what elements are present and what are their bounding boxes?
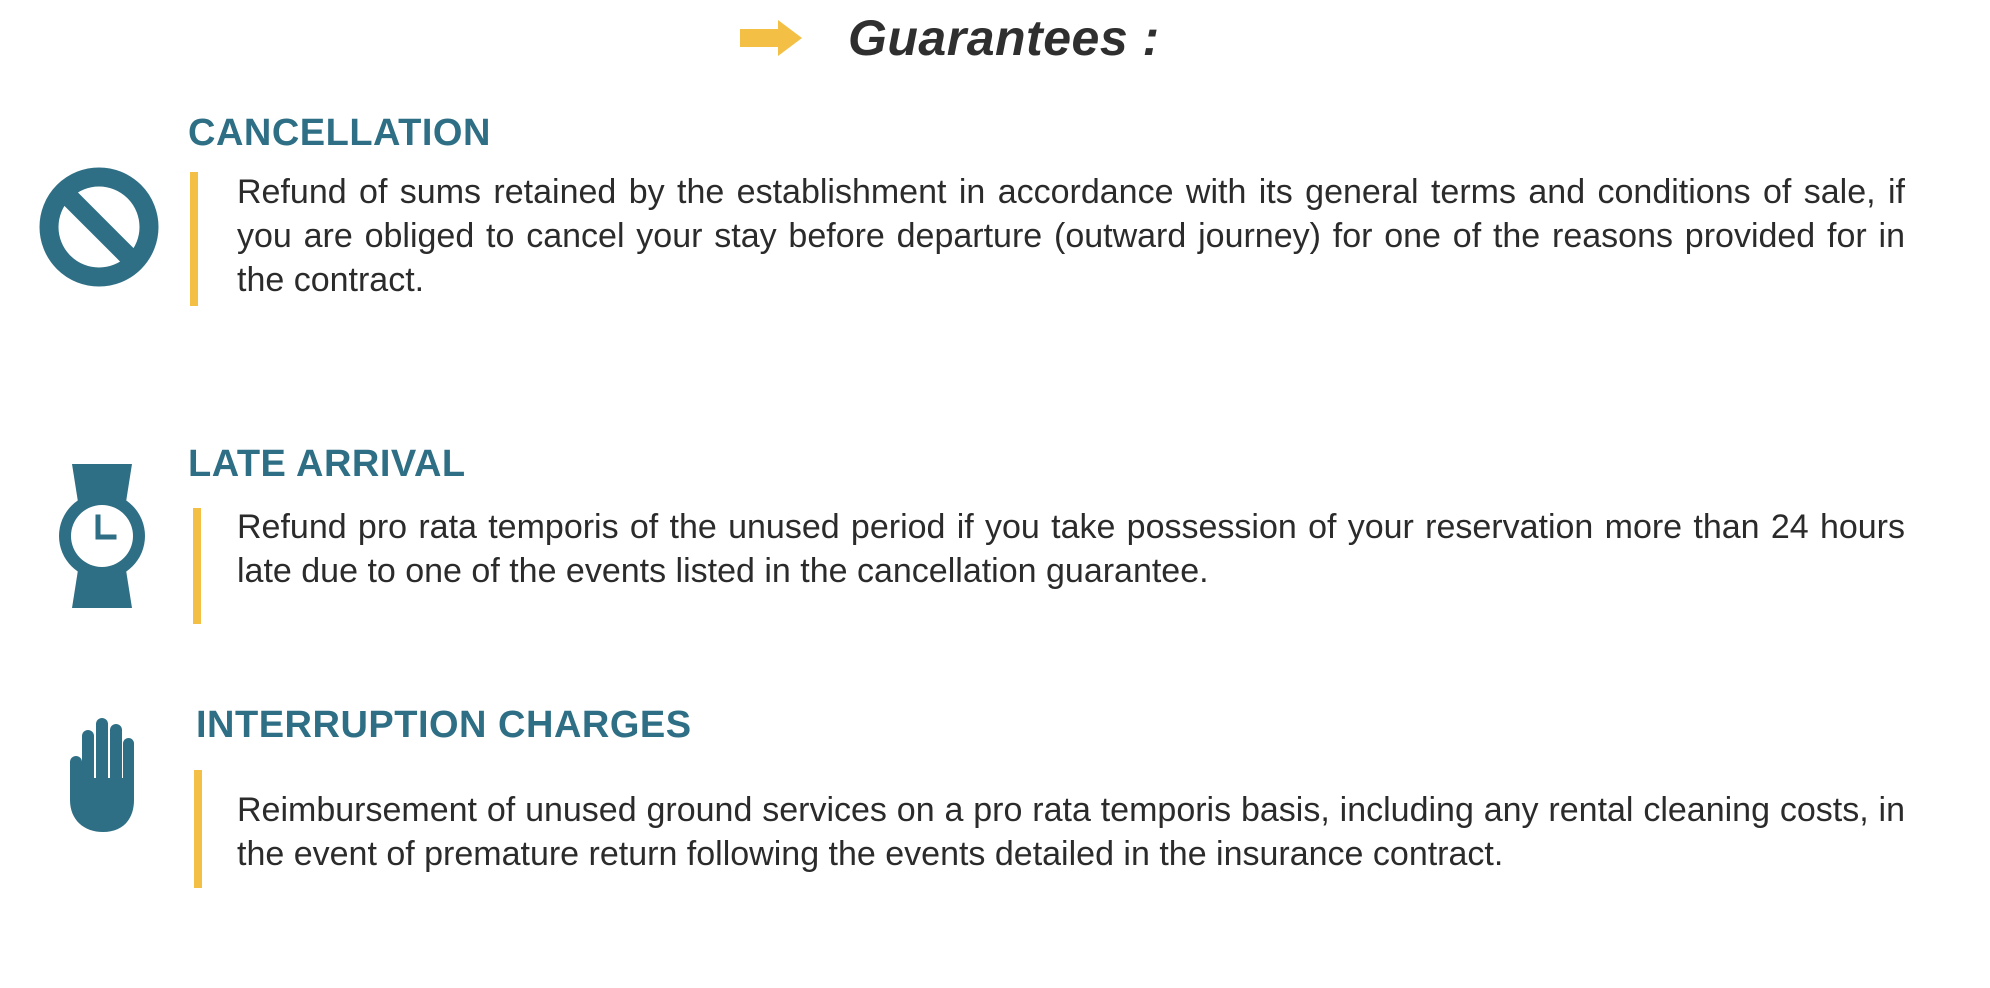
section-heading: LATE ARRIVAL bbox=[188, 443, 466, 485]
section-body: Refund pro rata temporis of the unused period if you take possession of your reservation more than 24 hours late due to one of the events listed in the cancellation guarantee. bbox=[237, 508, 1905, 590]
wristwatch-icon bbox=[56, 462, 148, 610]
raised-hand-icon bbox=[68, 716, 138, 834]
accent-bar bbox=[190, 172, 198, 306]
accent-bar bbox=[194, 770, 202, 888]
section-body: Refund of sums retained by the establishment in accordance with its general terms and conditions of sale, if you are obliged to cancel your stay before departure (outward journey) for one of the reasons provided for in the contract. bbox=[237, 173, 1905, 299]
no-entry-icon bbox=[38, 166, 160, 288]
accent-bar bbox=[193, 508, 201, 624]
section-heading: CANCELLATION bbox=[188, 112, 491, 154]
page-title: Guarantees : bbox=[848, 10, 1160, 66]
right-arrow-icon bbox=[740, 18, 804, 58]
section-heading: INTERRUPTION CHARGES bbox=[196, 704, 692, 746]
page-header bbox=[740, 6, 1160, 70]
section-body: Reimbursement of unused ground services on a pro rata temporis basis, including any rental cleaning costs, in the event of premature return following the events detailed in the insurance contract. bbox=[237, 791, 1905, 873]
